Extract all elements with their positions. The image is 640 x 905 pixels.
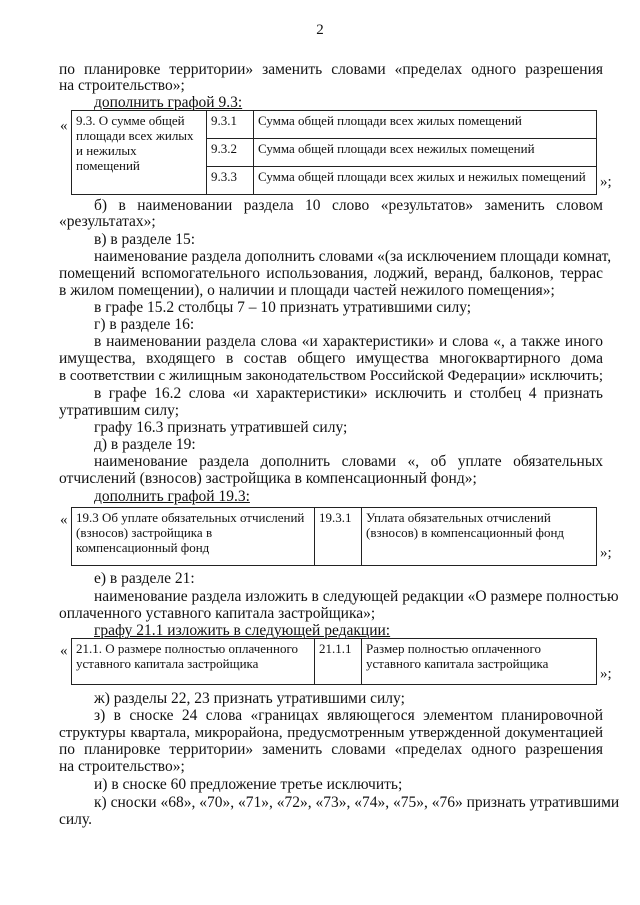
- table-code-cell: 19.3.1: [315, 508, 362, 566]
- quote-close: »;: [600, 174, 612, 190]
- table-code-cell: 21.1.1: [315, 639, 362, 685]
- page-number: 2: [316, 22, 324, 38]
- paragraph-line: наименование раздела дополнить словами «, об уплате обязательных: [94, 453, 603, 470]
- paragraph-line: в графе 15.2 столбцы 7 – 10 признать утратившими силу;: [94, 299, 472, 316]
- paragraph-line: дополнить графой 9.3:: [94, 94, 243, 111]
- table-19-3: [71, 507, 597, 566]
- paragraph-line: на строительство»;: [59, 77, 185, 94]
- table-code-cell: 9.3.3: [207, 167, 254, 195]
- paragraph-line: графу 16.3 признать утратившей силу;: [94, 419, 348, 436]
- paragraph-line: в жилом помещении), о наличии и площади частей нежилого помещения»;: [59, 282, 555, 299]
- paragraph-line: имущества, входящего в состав общего имущества многоквартирного дома: [59, 350, 603, 367]
- quote-close: »;: [600, 666, 612, 682]
- paragraph-line: на строительство»;: [59, 758, 185, 775]
- table-header-cell: 21.1. О размере полностью оплаченного уставного капитала застройщика: [72, 639, 315, 685]
- table-text-cell: Уплата обязательных отчислений (взносов) в компенсационный фонд: [362, 508, 597, 566]
- paragraph-line: в графе 16.2 слова «и характеристики» исключить и столбец 4 признать: [94, 385, 603, 402]
- paragraph-line: наименование раздела дополнить словами «(за исключением площади комнат,: [94, 248, 612, 265]
- paragraph-line: г) в разделе 16:: [94, 316, 195, 333]
- paragraph-line: б) в наименовании раздела 10 слово «результатов» заменить словом: [94, 197, 603, 214]
- paragraph-line: утратившим силу;: [59, 402, 180, 419]
- paragraph-line: оплаченного уставного капитала застройщика»;: [59, 605, 376, 622]
- quote-open: «: [60, 118, 68, 134]
- quote-close: »;: [600, 545, 612, 561]
- paragraph-line: к) сноски «68», «70», «71», «72», «73», «74», «75», «76» признать утратившими: [94, 794, 620, 811]
- paragraph-line: ж) разделы 22, 23 признать утратившими силу;: [94, 690, 405, 707]
- paragraph-line: «результатах»;: [59, 213, 156, 230]
- table-code-cell: 9.3.2: [207, 139, 254, 167]
- paragraph-line: и) в сноске 60 предложение третье исключить;: [94, 776, 403, 793]
- paragraph-line: силу.: [59, 811, 92, 828]
- paragraph-line: дополнить графой 19.3:: [94, 488, 250, 505]
- paragraph-line: графу 21.1 изложить в следующей редакции:: [94, 622, 391, 639]
- paragraph-line: в наименовании раздела слова «и характеристики» и слова «, а также иного: [94, 333, 603, 350]
- paragraph-line: е) в разделе 21:: [94, 570, 195, 587]
- paragraph-line: структуры квартала, микрорайона, предусмотренным утвержденной документацией: [59, 725, 603, 741]
- paragraph-line: по планировке территории» заменить словами «пределах одного разрешения: [59, 741, 603, 758]
- paragraph-line: наименование раздела изложить в следующей редакции «О размере полностью: [94, 588, 619, 605]
- paragraph-line: д) в разделе 19:: [94, 436, 196, 453]
- paragraph-line: по планировке территории» заменить словами «пределах одного разрешения: [59, 61, 603, 78]
- paragraph-line: з) в сноске 24 слова «границах являющегося элементом планировочной: [94, 707, 603, 724]
- table-text-cell: Сумма общей площади всех жилых помещений: [254, 111, 597, 139]
- table-code-cell: 9.3.1: [207, 111, 254, 139]
- table-text-cell: Сумма общей площади всех жилых и нежилых помещений: [254, 167, 597, 195]
- paragraph-line: отчислений (взносов) застройщика в компенсационный фонд»;: [59, 470, 477, 487]
- quote-open: «: [60, 512, 68, 528]
- table-9-3: [71, 110, 597, 195]
- paragraph-line: в) в разделе 15:: [94, 231, 196, 248]
- quote-open: «: [60, 643, 68, 659]
- table-21-1: [71, 638, 597, 685]
- table-header-cell: 19.3 Об уплате обязательных отчислений (взносов) застройщика в компенсационный фонд: [72, 508, 315, 566]
- table-text-cell: Сумма общей площади всех нежилых помещений: [254, 139, 597, 167]
- table-header-cell: 9.3. О сумме общей площади всех жилых и нежилых помещений: [72, 111, 207, 195]
- table-text-cell: Размер полностью оплаченного уставного капитала застройщика: [362, 639, 597, 685]
- paragraph-line: помещений вспомогательного использования, лоджий, веранд, балконов, террас: [59, 265, 603, 282]
- paragraph-line: в соответствии с жилищным законодательством Российской Федерации» исключить;: [59, 368, 603, 384]
